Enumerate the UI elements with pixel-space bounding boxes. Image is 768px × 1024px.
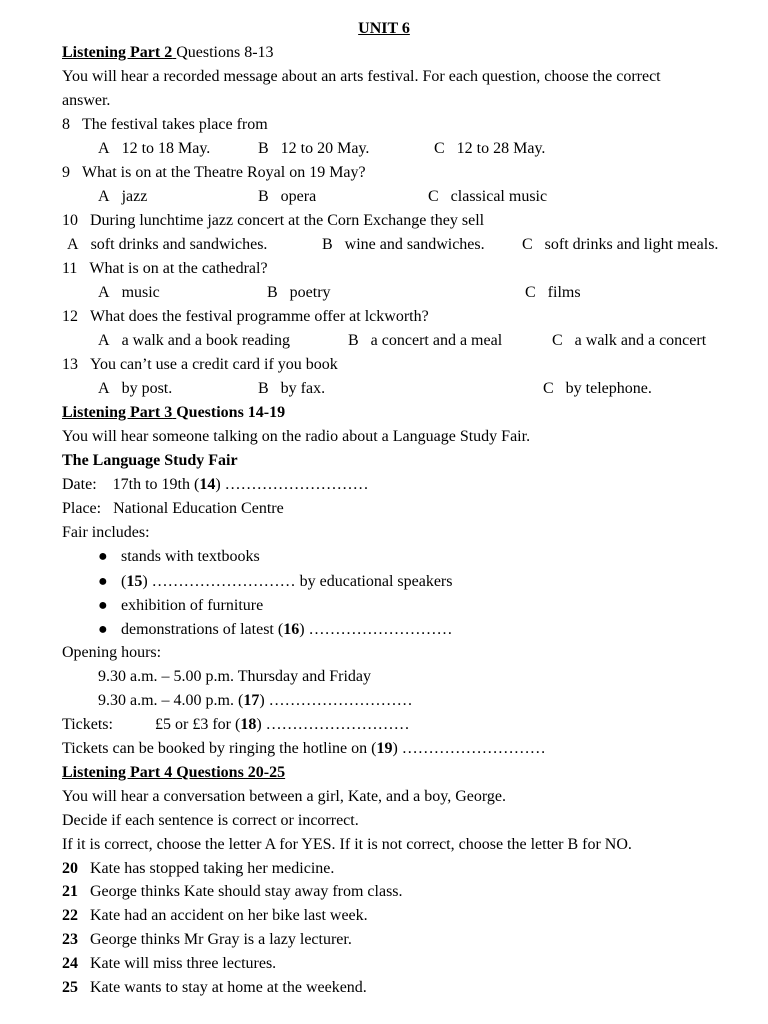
- hours-line-1: 9.30 a.m. – 5.00 p.m. Thursday and Friday: [98, 668, 372, 685]
- date-line: Date: 17th to 19th (14) ………………………: [62, 476, 369, 493]
- question-text: You can’t use a credit card if you book: [90, 356, 338, 373]
- place-line: [62, 499, 284, 519]
- gap-number-15: 15: [126, 573, 143, 590]
- question-9: [62, 163, 366, 183]
- option-9a[interactable]: A jazz: [98, 188, 148, 205]
- option-9b[interactable]: B opera: [258, 188, 317, 205]
- question-text: What is on at the Theatre Royal on 19 May?: [82, 164, 366, 181]
- gap-number-19: 19: [376, 740, 393, 757]
- bullet-item-1: stands with textbooks: [121, 548, 260, 565]
- part2-questions: Questions 8-13: [176, 44, 274, 61]
- option-9c[interactable]: C classical music: [428, 188, 548, 205]
- bullet-item-2: (15) ……………………… by educational speakers: [121, 573, 453, 590]
- option-10b[interactable]: B wine and sandwiches.: [322, 236, 485, 253]
- question-10: [62, 211, 484, 231]
- question-12: [62, 307, 429, 327]
- tickets-line: [62, 715, 113, 735]
- option-10c[interactable]: C soft drinks and light meals.: [522, 236, 719, 253]
- part4-intro-2: Decide if each sentence is correct or incorrect.: [62, 812, 359, 829]
- bullet-icon: ●: [98, 548, 108, 565]
- answer-blank-14[interactable]: ………………………: [224, 476, 369, 493]
- option-12c[interactable]: C a walk and a concert: [552, 332, 707, 349]
- part2-label: Listening Part 2: [62, 44, 173, 61]
- option-11a[interactable]: A music: [98, 284, 160, 301]
- option-11c[interactable]: C films: [525, 284, 581, 301]
- option-13a[interactable]: A by post.: [98, 380, 173, 397]
- bullet-icon: ●: [98, 621, 108, 638]
- bullet-item-4: demonstrations of latest (16) ………………………: [121, 621, 453, 638]
- question-number: 9: [62, 164, 70, 181]
- answer-blank-17[interactable]: ………………………: [268, 692, 413, 709]
- unit-title: UNIT 6: [358, 20, 410, 37]
- question-text: The festival takes place from: [82, 116, 268, 133]
- option-8b[interactable]: B 12 to 20 May.: [258, 140, 370, 157]
- option-8c[interactable]: C 12 to 28 May.: [434, 140, 546, 157]
- question-number: 12: [62, 308, 78, 325]
- option-12a[interactable]: A a walk and a book reading: [98, 332, 290, 349]
- statement-24: 24 Kate will miss three lectures.: [62, 955, 277, 972]
- part4-intro-3: If it is correct, choose the letter A for YES. If it is not correct, choose the letter B for NO.: [62, 836, 632, 853]
- bullet-item-3: exhibition of furniture: [121, 597, 264, 614]
- part4-label: Listening Part 4: [62, 764, 173, 781]
- question-11: [62, 259, 268, 279]
- option-13b[interactable]: B by fax.: [258, 380, 326, 397]
- part4-heading: [62, 763, 285, 783]
- statement-20: 20 Kate has stopped taking her medicine.: [62, 860, 335, 877]
- question-text: During lunchtime jazz concert at the Corn Exchange they sell: [90, 212, 485, 229]
- tickets-label: Tickets:: [62, 716, 113, 733]
- question-text: What is on at the cathedral?: [89, 260, 268, 277]
- question-number: 8: [62, 116, 70, 133]
- statement-23: 23 George thinks Mr Gray is a lazy lecturer.: [62, 931, 352, 948]
- tickets-value-line: £5 or £3 for (18) ………………………: [155, 716, 410, 733]
- answer-blank-16[interactable]: ………………………: [308, 621, 453, 638]
- hours-line-2: 9.30 a.m. – 4.00 p.m. (17) ………………………: [98, 692, 413, 709]
- option-10a[interactable]: A soft drinks and sandwiches.: [67, 236, 268, 253]
- part3-label: Listening Part 3: [62, 404, 173, 421]
- question-text: What does the festival programme offer at lckworth?: [90, 308, 429, 325]
- part3-intro: You will hear someone talking on the radio about a Language Study Fair.: [62, 428, 531, 445]
- place-label: Place:: [62, 500, 102, 517]
- statement-21: 21 George thinks Kate should stay away from class.: [62, 883, 403, 900]
- part4-questions: Questions 20-25: [176, 764, 286, 781]
- answer-blank-19[interactable]: ………………………: [401, 740, 546, 757]
- place-value: National Education Centre: [113, 500, 284, 517]
- option-8a[interactable]: A 12 to 18 May.: [98, 140, 211, 157]
- includes-label: Fair includes:: [62, 524, 150, 541]
- part2-intro-line1: You will hear a recorded message about an arts festival. For each question, choose the correct: [62, 68, 661, 85]
- part2-heading: [62, 43, 274, 63]
- question-number: 11: [62, 260, 78, 277]
- statement-25: 25 Kate wants to stay at home at the weekend.: [62, 979, 367, 996]
- question-8: [62, 115, 268, 135]
- part4-intro-1: You will hear a conversation between a girl, Kate, and a boy, George.: [62, 788, 507, 805]
- part2-intro-line2: answer.: [62, 92, 111, 109]
- part3-questions: Questions 14-19: [176, 404, 286, 421]
- date-label: Date:: [62, 476, 97, 493]
- hours-label: Opening hours:: [62, 644, 162, 661]
- gap-number-14: 14: [199, 476, 216, 493]
- gap-number-18: 18: [240, 716, 257, 733]
- option-12b[interactable]: B a concert and a meal: [348, 332, 503, 349]
- statement-22: 22 Kate had an accident on her bike last week.: [62, 907, 368, 924]
- bullet-icon: ●: [98, 597, 108, 614]
- option-11b[interactable]: B poetry: [267, 284, 331, 301]
- option-13c[interactable]: C by telephone.: [543, 380, 652, 397]
- question-number: 13: [62, 356, 78, 373]
- answer-blank-18[interactable]: ………………………: [265, 716, 410, 733]
- booking-line: Tickets can be booked by ringing the hotline on (19) ………………………: [62, 740, 546, 757]
- gap-number-17: 17: [243, 692, 260, 709]
- question-number: 10: [62, 212, 78, 229]
- part3-heading: [62, 403, 285, 423]
- bullet-icon: ●: [98, 573, 108, 590]
- fair-heading: The Language Study Fair: [62, 452, 238, 469]
- question-13: [62, 355, 338, 375]
- answer-blank-15[interactable]: ………………………: [151, 573, 296, 590]
- gap-number-16: 16: [283, 621, 300, 638]
